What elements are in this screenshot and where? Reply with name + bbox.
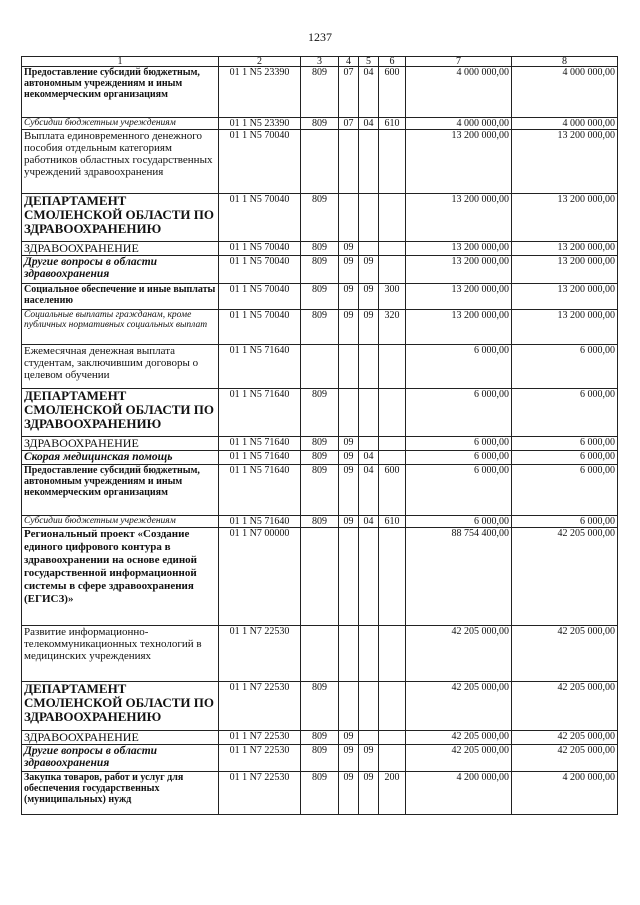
- row-amount-col7: 6 000,00: [406, 345, 512, 389]
- row-admin-code: [301, 626, 339, 682]
- header-cell: 3: [301, 57, 339, 67]
- row-amount-col8: 13 200 000,00: [512, 242, 618, 256]
- row-section: 09: [339, 284, 359, 310]
- row-code: 01 1 N5 71640: [219, 389, 301, 437]
- row-name: Развитие информационно-телекоммуникационных технологий в медицинских учреждениях: [22, 626, 219, 682]
- row-name: Предоставление субсидий бюджетным, автономным учреждениям и иным некоммерческим организациям: [22, 465, 219, 516]
- page-number: 1237: [308, 30, 332, 44]
- row-code: 01 1 N5 23390: [219, 118, 301, 130]
- table-row: [22, 682, 618, 731]
- row-admin-code: 809: [301, 516, 339, 528]
- row-amount-col8: 6 000,00: [512, 389, 618, 437]
- header-cell: 1: [22, 57, 219, 67]
- row-amount-col8: 13 200 000,00: [512, 130, 618, 194]
- row-section: [339, 194, 359, 242]
- header-row: [22, 57, 618, 67]
- row-name: Региональный проект «Создание единого цифрового контура в здравоохранении на основе единой государственной информационной системы в сфере здравоохранения (ЕГИСЗ)»: [22, 528, 219, 626]
- row-amount-col7: 13 200 000,00: [406, 194, 512, 242]
- header-cell: 8: [512, 57, 618, 67]
- row-name: ДЕПАРТАМЕНТ СМОЛЕНСКОЙ ОБЛАСТИ ПО ЗДРАВООХРАНЕНИЮ: [22, 389, 219, 437]
- row-amount-col7: 42 205 000,00: [406, 682, 512, 731]
- row-admin-code: 809: [301, 256, 339, 284]
- row-amount-col7: 42 205 000,00: [406, 731, 512, 745]
- table-row: [22, 284, 618, 310]
- table-row: [22, 516, 618, 528]
- row-amount-col7: 6 000,00: [406, 516, 512, 528]
- row-amount-col8: 6 000,00: [512, 465, 618, 516]
- header-cell: 4: [339, 57, 359, 67]
- row-admin-code: 809: [301, 284, 339, 310]
- row-code: 01 1 N7 22530: [219, 626, 301, 682]
- row-expense-type: [379, 528, 406, 626]
- row-admin-code: 809: [301, 745, 339, 772]
- row-amount-col8: 6 000,00: [512, 451, 618, 465]
- row-admin-code: 809: [301, 465, 339, 516]
- row-amount-col7: 88 754 400,00: [406, 528, 512, 626]
- row-expense-type: [379, 626, 406, 682]
- header-cell: 2: [219, 57, 301, 67]
- row-admin-code: 809: [301, 772, 339, 815]
- row-name: Закупка товаров, работ и услуг для обеспечения государственных (муниципальных) нужд: [22, 772, 219, 815]
- row-code: 01 1 N7 00000: [219, 528, 301, 626]
- table-row: [22, 745, 618, 772]
- row-subsection: 09: [359, 284, 379, 310]
- row-amount-col7: 42 205 000,00: [406, 745, 512, 772]
- row-name: ДЕПАРТАМЕНТ СМОЛЕНСКОЙ ОБЛАСТИ ПО ЗДРАВООХРАНЕНИЮ: [22, 194, 219, 242]
- row-expense-type: [379, 345, 406, 389]
- table-row: [22, 345, 618, 389]
- row-subsection: 09: [359, 745, 379, 772]
- row-amount-col7: 13 200 000,00: [406, 256, 512, 284]
- row-amount-col8: 42 205 000,00: [512, 745, 618, 772]
- row-name: Ежемесячная денежная выплата студентам, заключившим договоры о целевом обучении: [22, 345, 219, 389]
- row-amount-col8: 42 205 000,00: [512, 682, 618, 731]
- row-code: 01 1 N5 70040: [219, 242, 301, 256]
- row-amount-col7: 6 000,00: [406, 389, 512, 437]
- row-subsection: [359, 345, 379, 389]
- row-section: 09: [339, 516, 359, 528]
- row-amount-col7: 13 200 000,00: [406, 130, 512, 194]
- row-admin-code: 809: [301, 389, 339, 437]
- table-row: [22, 465, 618, 516]
- row-name: Социальные выплаты гражданам, кроме публичных нормативных социальных выплат: [22, 310, 219, 345]
- row-expense-type: 300: [379, 284, 406, 310]
- row-subsection: [359, 528, 379, 626]
- row-expense-type: [379, 437, 406, 451]
- row-expense-type: [379, 451, 406, 465]
- row-amount-col8: 42 205 000,00: [512, 528, 618, 626]
- row-expense-type: 600: [379, 67, 406, 118]
- row-admin-code: 809: [301, 451, 339, 465]
- row-amount-col8: 6 000,00: [512, 437, 618, 451]
- table-row: [22, 626, 618, 682]
- row-name: Субсидии бюджетным учреждениям: [22, 516, 219, 528]
- row-expense-type: [379, 256, 406, 284]
- row-code: 01 1 N5 71640: [219, 465, 301, 516]
- row-amount-col8: 13 200 000,00: [512, 310, 618, 345]
- row-code: 01 1 N5 70040: [219, 284, 301, 310]
- row-subsection: [359, 626, 379, 682]
- row-admin-code: [301, 130, 339, 194]
- row-amount-col7: 4 000 000,00: [406, 67, 512, 118]
- row-subsection: 09: [359, 256, 379, 284]
- row-expense-type: [379, 682, 406, 731]
- row-name: ЗДРАВООХРАНЕНИЕ: [22, 242, 219, 256]
- row-amount-col7: 6 000,00: [406, 451, 512, 465]
- row-section: 09: [339, 745, 359, 772]
- row-name: ЗДРАВООХРАНЕНИЕ: [22, 731, 219, 745]
- row-expense-type: 610: [379, 516, 406, 528]
- row-subsection: 04: [359, 451, 379, 465]
- row-subsection: [359, 682, 379, 731]
- row-expense-type: [379, 194, 406, 242]
- row-expense-type: 200: [379, 772, 406, 815]
- row-code: 01 1 N5 70040: [219, 256, 301, 284]
- row-expense-type: [379, 731, 406, 745]
- row-admin-code: [301, 345, 339, 389]
- row-section: 09: [339, 242, 359, 256]
- row-amount-col7: 4 000 000,00: [406, 118, 512, 130]
- row-code: 01 1 N5 70040: [219, 130, 301, 194]
- budget-table: [21, 56, 618, 815]
- row-admin-code: 809: [301, 682, 339, 731]
- row-section: 09: [339, 772, 359, 815]
- row-code: 01 1 N5 23390: [219, 67, 301, 118]
- row-name: Субсидии бюджетным учреждениям: [22, 118, 219, 130]
- row-code: 01 1 N5 70040: [219, 310, 301, 345]
- row-subsection: [359, 731, 379, 745]
- row-amount-col8: 4 200 000,00: [512, 772, 618, 815]
- table-row: [22, 242, 618, 256]
- table-row: [22, 118, 618, 130]
- row-amount-col8: 4 000 000,00: [512, 118, 618, 130]
- table-row: [22, 67, 618, 118]
- row-expense-type: [379, 389, 406, 437]
- row-admin-code: 809: [301, 67, 339, 118]
- row-section: [339, 345, 359, 389]
- row-admin-code: 809: [301, 194, 339, 242]
- row-amount-col7: 6 000,00: [406, 465, 512, 516]
- row-section: 09: [339, 451, 359, 465]
- row-section: 07: [339, 67, 359, 118]
- row-section: 07: [339, 118, 359, 130]
- row-amount-col8: 42 205 000,00: [512, 626, 618, 682]
- header-cell: 6: [379, 57, 406, 67]
- row-section: 09: [339, 310, 359, 345]
- row-name: Скорая медицинская помощь: [22, 451, 219, 465]
- row-amount-col7: 13 200 000,00: [406, 284, 512, 310]
- row-name: Другие вопросы в области здравоохранения: [22, 745, 219, 772]
- row-name: ЗДРАВООХРАНЕНИЕ: [22, 437, 219, 451]
- table-row: [22, 310, 618, 345]
- row-name: Выплата единовременного денежного пособия отдельным категориям работников областных государственных учреждений здравоохранения: [22, 130, 219, 194]
- row-name: ДЕПАРТАМЕНТ СМОЛЕНСКОЙ ОБЛАСТИ ПО ЗДРАВООХРАНЕНИЮ: [22, 682, 219, 731]
- row-section: 09: [339, 256, 359, 284]
- row-section: 09: [339, 465, 359, 516]
- row-subsection: [359, 242, 379, 256]
- row-expense-type: [379, 242, 406, 256]
- row-amount-col7: 42 205 000,00: [406, 626, 512, 682]
- table-body: [22, 67, 618, 815]
- row-amount-col7: 4 200 000,00: [406, 772, 512, 815]
- table-row: [22, 256, 618, 284]
- row-admin-code: 809: [301, 731, 339, 745]
- table-row: [22, 772, 618, 815]
- row-amount-col8: 13 200 000,00: [512, 194, 618, 242]
- table-row: [22, 389, 618, 437]
- row-code: 01 1 N7 22530: [219, 772, 301, 815]
- row-section: 09: [339, 437, 359, 451]
- table-row: [22, 451, 618, 465]
- row-amount-col7: 6 000,00: [406, 437, 512, 451]
- row-admin-code: [301, 528, 339, 626]
- row-name: Другие вопросы в области здравоохранения: [22, 256, 219, 284]
- row-section: [339, 528, 359, 626]
- row-code: 01 1 N5 71640: [219, 516, 301, 528]
- row-code: 01 1 N5 71640: [219, 345, 301, 389]
- row-expense-type: [379, 130, 406, 194]
- row-admin-code: 809: [301, 310, 339, 345]
- row-subsection: 09: [359, 310, 379, 345]
- row-section: [339, 626, 359, 682]
- row-subsection: 04: [359, 118, 379, 130]
- row-amount-col8: 13 200 000,00: [512, 284, 618, 310]
- row-amount-col8: 6 000,00: [512, 345, 618, 389]
- table-row: [22, 130, 618, 194]
- row-expense-type: 320: [379, 310, 406, 345]
- row-expense-type: 600: [379, 465, 406, 516]
- row-code: 01 1 N7 22530: [219, 682, 301, 731]
- header-cell: 5: [359, 57, 379, 67]
- row-name: Предоставление субсидий бюджетным, автономным учреждениям и иным некоммерческим организациям: [22, 67, 219, 118]
- table-row: [22, 731, 618, 745]
- row-expense-type: [379, 745, 406, 772]
- table-row: [22, 194, 618, 242]
- table-row: [22, 528, 618, 626]
- row-amount-col8: 6 000,00: [512, 516, 618, 528]
- row-section: [339, 130, 359, 194]
- row-subsection: 09: [359, 772, 379, 815]
- row-amount-col8: 42 205 000,00: [512, 731, 618, 745]
- row-subsection: [359, 437, 379, 451]
- row-section: 09: [339, 731, 359, 745]
- row-admin-code: 809: [301, 242, 339, 256]
- header-cell: 7: [406, 57, 512, 67]
- row-subsection: [359, 194, 379, 242]
- table-row: [22, 437, 618, 451]
- row-amount-col7: 13 200 000,00: [406, 242, 512, 256]
- row-subsection: 04: [359, 516, 379, 528]
- row-section: [339, 389, 359, 437]
- row-admin-code: 809: [301, 118, 339, 130]
- row-subsection: 04: [359, 465, 379, 516]
- row-code: 01 1 N5 71640: [219, 437, 301, 451]
- row-code: 01 1 N5 70040: [219, 194, 301, 242]
- row-expense-type: 610: [379, 118, 406, 130]
- row-amount-col8: 4 000 000,00: [512, 67, 618, 118]
- row-subsection: [359, 389, 379, 437]
- row-code: 01 1 N7 22530: [219, 731, 301, 745]
- row-admin-code: 809: [301, 437, 339, 451]
- row-amount-col7: 13 200 000,00: [406, 310, 512, 345]
- row-name: Социальное обеспечение и иные выплаты населению: [22, 284, 219, 310]
- row-subsection: [359, 130, 379, 194]
- row-code: 01 1 N7 22530: [219, 745, 301, 772]
- row-subsection: 04: [359, 67, 379, 118]
- row-section: [339, 682, 359, 731]
- row-code: 01 1 N5 71640: [219, 451, 301, 465]
- row-amount-col8: 13 200 000,00: [512, 256, 618, 284]
